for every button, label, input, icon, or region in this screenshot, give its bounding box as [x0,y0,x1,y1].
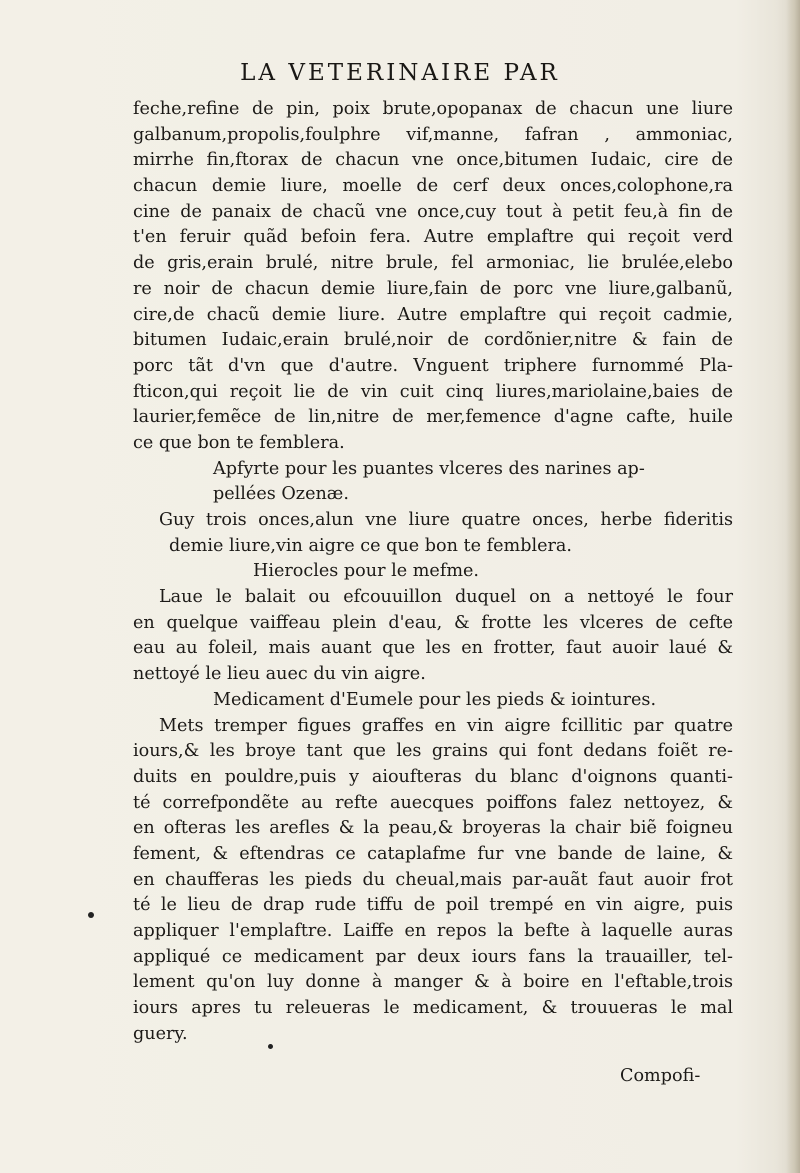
text-line: duits en pouldre,puis y aioufteras du blanc d'oignons quanti- [133,766,733,787]
text-line: en ofteras les arefles & la peau,& broyeras la chair biẽ foigneu [133,818,733,839]
text-line: de gris,erain brulé, nitre brule, fel armoniac, lie brulée,elebo [133,253,733,274]
section-heading: pellées Ozenæ. [213,484,349,505]
text-line: nettoyé le lieu auec du vin aigre. [133,664,426,685]
catchword: Compofi- [620,1066,701,1086]
section-heading: Medicament d'Eumele pour les pieds & iointures. [213,689,657,710]
text-line: feche,refine de pin, poix brute,opopanax de chacun une liure [133,99,733,119]
text-line: t'en feruir quãd befoin fera. Autre emplaftre qui reçoit verd [133,227,733,248]
text-line: appliqué ce medicament par deux iours fans la trauailler, tel- [133,946,733,967]
text-line: re noir de chacun demie liure,fain de porc vne liure,galbanũ, [133,278,733,299]
text-line: fement, & eftendras ce cataplafme fur vne bande de laine, & [133,843,733,864]
text-line: laurier,femẽce de lin,nitre de mer,femence d'agne cafte, huile [133,407,733,428]
page-edge-shadow [786,0,800,1173]
text-line: iours apres tu releueras le medicament, & trouueras le mal [133,998,733,1019]
ink-dot-mark [268,1044,273,1049]
text-line: appliquer l'emplaftre. Laiffe en repos la befte à laquelle auras [133,921,733,941]
text-line: en chaufferas les pieds du cheual,mais par-auãt faut auoir frot [133,869,733,890]
text-line: porc tãt d'vn que d'autre. Vnguent triphere furnommé Pla- [133,355,733,376]
text-line: ce que bon te femblera. [133,432,345,453]
text-line: iours,& les broye tant que les grains qui font dedans foiẽt re- [133,741,733,762]
text-line: cine de panaix de chacũ vne once,cuy tout à petit feu,à fin de [133,201,733,222]
text-line: fticon,qui reçoit lie de vin cuit cinq liures,mariolaine,baies de [133,381,733,402]
ink-dot-mark [88,912,94,918]
text-line: demie liure,vin aigre ce que bon te femblera. [169,535,572,556]
text-line: bitumen Iudaic,erain brulé,noir de cordõnier,nitre & fain de [133,330,733,351]
text-line: guery. [133,1023,188,1044]
text-line: té le lieu de drap rude tiffu de poil trempé en vin aigre, puis [133,895,733,916]
text-line: Guy trois onces,alun vne liure quatre onces, herbe fideritis [159,510,733,530]
text-line: Mets tremper figues graffes en vin aigre fcillitic par quatre [159,715,733,736]
text-line: cire,de chacũ demie liure. Autre emplaftre qui reçoit cadmie, [133,304,733,325]
section-heading: Apfyrte pour les puantes vlceres des narines ap- [213,458,645,479]
text-line: galbanum,propolis,foulphre vif,manne, fafran , ammoniac, [133,124,733,145]
text-line: eau au foleil, mais auant que les en frotter, faut auoir laué & [133,638,733,659]
text-line: Laue le balait ou efcouuillon duquel on a nettoyé le four [159,587,733,608]
text-line: en quelque vaiffeau plein d'eau, & frotte les vlceres de cefte [133,612,733,633]
body-text [133,97,733,1047]
text-line: chacun demie liure, moelle de cerf deux onces,colophone,ra [133,176,733,197]
text-line: lement qu'on luy donne à manger & à boire en l'eftable,trois [133,972,733,993]
section-heading: Hierocles pour le mefme. [253,561,480,582]
text-line: té correfpondẽte au refte auecques poiffons falez nettoyez, & [133,792,733,813]
text-line: mirrhe fin,ftorax de chacun vne once,bitumen Iudaic, cire de [133,150,733,171]
running-header: LA VETERINAIRE PAR [240,60,560,86]
